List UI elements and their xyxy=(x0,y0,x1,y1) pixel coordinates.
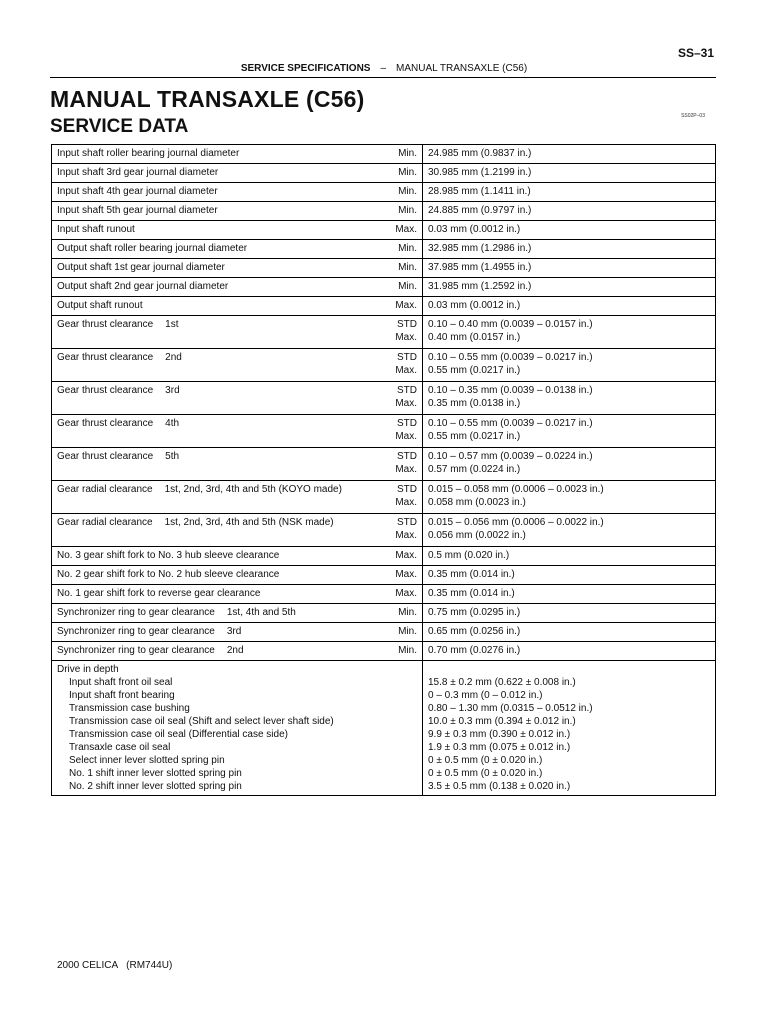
spec-value: 0.5 mm (0.020 in.) xyxy=(428,550,510,561)
page-footer xyxy=(57,960,172,971)
spec-limit-label: Min. xyxy=(398,262,417,273)
drive-in-depth-item-value: 0 ± 0.5 mm (0 ± 0.020 in.) xyxy=(428,768,543,779)
spec-row xyxy=(52,415,716,448)
spec-item-label: Synchronizer ring to gear clearance xyxy=(57,626,215,637)
spec-row xyxy=(52,164,716,183)
spec-item-sublabel: 1st xyxy=(165,319,179,330)
spec-value: 0.015 – 0.058 mm (0.0006 – 0.0023 in.) xyxy=(428,484,604,495)
spec-value-cell xyxy=(423,221,716,240)
spec-item-label: Gear thrust clearance xyxy=(57,385,154,396)
spec-value: 0.55 mm (0.0217 in.) xyxy=(428,431,521,442)
spec-limit-cell xyxy=(373,547,423,566)
spec-value: 0.65 mm (0.0256 in.) xyxy=(428,626,521,637)
spec-limit-label: Min. xyxy=(398,243,417,254)
spec-item-sublabel: 5th xyxy=(165,451,180,462)
spec-limit-cell xyxy=(373,183,423,202)
running-header-chapter: MANUAL TRANSAXLE (C56) xyxy=(396,63,528,74)
spec-value: 0.10 – 0.55 mm (0.0039 – 0.0217 in.) xyxy=(428,418,593,429)
spec-item-sublabel: 1st, 2nd, 3rd, 4th and 5th (NSK made) xyxy=(164,517,334,528)
spec-value: 0.35 mm (0.0138 in.) xyxy=(428,398,521,409)
drive-in-depth-item-label: Transaxle case oil seal xyxy=(69,742,171,753)
spec-row xyxy=(52,221,716,240)
spec-value-cell xyxy=(423,349,716,382)
spec-row xyxy=(52,604,716,623)
spec-value: 0.10 – 0.55 mm (0.0039 – 0.0217 in.) xyxy=(428,352,593,363)
spec-limit-cell xyxy=(373,566,423,585)
spec-item-label: Gear radial clearance xyxy=(57,484,153,495)
spec-value: 32.985 mm (1.2986 in.) xyxy=(428,243,532,254)
spec-limit-cell xyxy=(373,415,423,448)
header-divider xyxy=(50,77,716,78)
spec-item-cell xyxy=(52,585,374,604)
spec-limit-label: STD xyxy=(397,451,417,462)
spec-value-cell xyxy=(423,448,716,481)
spec-row xyxy=(52,259,716,278)
spec-row xyxy=(52,145,716,164)
page-title: MANUAL TRANSAXLE (C56) xyxy=(50,86,365,112)
drive-in-depth-item-label: Select inner lever slotted spring pin xyxy=(69,755,225,766)
drive-in-depth-item-value: 0 ± 0.5 mm (0 ± 0.020 in.) xyxy=(428,755,543,766)
spec-limit-label: Max. xyxy=(395,497,417,508)
spec-item-label: No. 2 gear shift fork to No. 2 hub sleeve clearance xyxy=(57,569,280,580)
spec-item-cell xyxy=(52,448,374,481)
spec-limit-label: Min. xyxy=(398,645,417,656)
spec-value: 0.57 mm (0.0224 in.) xyxy=(428,464,521,475)
spec-row xyxy=(52,349,716,382)
running-header xyxy=(0,63,768,74)
spec-item-label: Gear thrust clearance xyxy=(57,451,154,462)
spec-limit-label: Min. xyxy=(398,148,417,159)
spec-item-label: Gear thrust clearance xyxy=(57,319,154,330)
drive-in-depth-items-cell xyxy=(52,661,374,796)
spec-value-cell xyxy=(423,240,716,259)
spec-item-cell xyxy=(52,415,374,448)
spec-row xyxy=(52,202,716,221)
spec-item-cell xyxy=(52,221,374,240)
footer-manual-code: (RM744U) xyxy=(126,960,173,971)
spec-value-cell xyxy=(423,202,716,221)
spec-limit-cell xyxy=(373,202,423,221)
spec-limit-cell xyxy=(373,316,423,349)
drive-in-depth-item-label: No. 2 shift inner lever slotted spring pin xyxy=(69,781,242,792)
drive-in-depth-item-label: No. 1 shift inner lever slotted spring pin xyxy=(69,768,242,779)
running-header-dash: – xyxy=(380,63,387,74)
spec-item-label: Output shaft runout xyxy=(57,300,143,311)
spec-row xyxy=(52,642,716,661)
spec-item-cell xyxy=(52,259,374,278)
drive-in-depth-item-value: 1.9 ± 0.3 mm (0.075 ± 0.012 in.) xyxy=(428,742,571,753)
drive-in-depth-heading: Drive in depth xyxy=(57,664,119,675)
spec-value: 37.985 mm (1.4955 in.) xyxy=(428,262,532,273)
spec-item-label: Gear thrust clearance xyxy=(57,352,154,363)
spec-item-label: Output shaft roller bearing journal diameter xyxy=(57,243,248,254)
spec-value: 0.03 mm (0.0012 in.) xyxy=(428,224,521,235)
spec-item-sublabel: 3rd xyxy=(226,626,242,637)
spec-value-cell xyxy=(423,382,716,415)
spec-limit-label: STD xyxy=(397,517,417,528)
spec-limit-label: STD xyxy=(397,484,417,495)
spec-limit-label: STD xyxy=(397,352,417,363)
spec-limit-cell xyxy=(373,642,423,661)
drive-in-depth-item-value: 0.80 – 1.30 mm (0.0315 – 0.0512 in.) xyxy=(428,703,593,714)
spec-item-label: No. 3 gear shift fork to No. 3 hub sleeve clearance xyxy=(57,550,280,561)
service-data-table xyxy=(51,144,716,796)
drive-in-depth-item-label: Input shaft front bearing xyxy=(69,690,175,701)
spec-limit-cell xyxy=(373,145,423,164)
spec-item-label: Input shaft 3rd gear journal diameter xyxy=(57,167,219,178)
spec-value: 24.885 mm (0.9797 in.) xyxy=(428,205,532,216)
drive-in-depth-item-label: Transmission case bushing xyxy=(69,703,190,714)
drive-in-depth-limit-cell xyxy=(373,661,423,796)
spec-value: 0.10 – 0.40 mm (0.0039 – 0.0157 in.) xyxy=(428,319,593,330)
spec-row xyxy=(52,183,716,202)
spec-value-cell xyxy=(423,514,716,547)
spec-limit-cell xyxy=(373,297,423,316)
spec-value: 0.55 mm (0.0217 in.) xyxy=(428,365,521,376)
spec-value: 0.75 mm (0.0295 in.) xyxy=(428,607,521,618)
spec-limit-cell xyxy=(373,481,423,514)
spec-value-cell xyxy=(423,278,716,297)
spec-item-cell xyxy=(52,604,374,623)
spec-item-cell xyxy=(52,514,374,547)
spec-limit-cell xyxy=(373,382,423,415)
spec-row xyxy=(52,481,716,514)
spec-item-cell xyxy=(52,566,374,585)
spec-item-cell xyxy=(52,623,374,642)
spec-value-cell xyxy=(423,297,716,316)
spec-item-cell xyxy=(52,349,374,382)
spec-item-label: Output shaft 2nd gear journal diameter xyxy=(57,281,229,292)
spec-item-cell xyxy=(52,547,374,566)
spec-value-cell xyxy=(423,183,716,202)
spec-limit-label: Min. xyxy=(398,607,417,618)
spec-limit-label: Min. xyxy=(398,205,417,216)
spec-value: 0.35 mm (0.014 in.) xyxy=(428,569,515,580)
document-code: SS02P–03 xyxy=(681,113,705,119)
spec-row xyxy=(52,623,716,642)
drive-in-depth-row xyxy=(52,661,716,796)
spec-item-cell xyxy=(52,382,374,415)
spec-limit-label: Max. xyxy=(395,550,417,561)
spec-limit-cell xyxy=(373,349,423,382)
spec-limit-cell xyxy=(373,448,423,481)
spec-limit-label: Max. xyxy=(395,464,417,475)
drive-in-depth-item-value: 15.8 ± 0.2 mm (0.622 ± 0.008 in.) xyxy=(428,677,576,688)
spec-item-label: Input shaft roller bearing journal diameter xyxy=(57,148,240,159)
drive-in-depth-item-value: 9.9 ± 0.3 mm (0.390 ± 0.012 in.) xyxy=(428,729,571,740)
spec-value: 24.985 mm (0.9837 in.) xyxy=(428,148,532,159)
spec-row xyxy=(52,448,716,481)
spec-value-cell xyxy=(423,566,716,585)
spec-item-cell xyxy=(52,202,374,221)
spec-item-cell xyxy=(52,481,374,514)
page-number: SS–31 xyxy=(677,46,714,60)
spec-row xyxy=(52,514,716,547)
spec-value-cell xyxy=(423,316,716,349)
drive-in-depth-values xyxy=(428,676,711,793)
spec-limit-cell xyxy=(373,221,423,240)
drive-in-depth-item-label: Transmission case oil seal (Differential case side) xyxy=(69,729,288,740)
drive-in-depth-item-label: Input shaft front oil seal xyxy=(69,677,173,688)
spec-item-cell xyxy=(52,183,374,202)
spec-item-label: Gear radial clearance xyxy=(57,517,153,528)
drive-in-depth-labels xyxy=(57,676,369,793)
spec-row xyxy=(52,382,716,415)
spec-item-sublabel: 2nd xyxy=(226,645,244,656)
spec-limit-cell xyxy=(373,585,423,604)
spec-value-cell xyxy=(423,642,716,661)
spec-limit-label: Min. xyxy=(398,186,417,197)
spec-item-sublabel: 1st, 2nd, 3rd, 4th and 5th (KOYO made) xyxy=(164,484,342,495)
drive-in-depth-item-value: 0 – 0.3 mm (0 – 0.012 in.) xyxy=(428,690,543,701)
spec-row xyxy=(52,278,716,297)
spec-item-sublabel: 4th xyxy=(165,418,180,429)
spec-limit-label: Max. xyxy=(395,300,417,311)
spec-limit-label: Max. xyxy=(395,332,417,343)
spec-limit-label: Min. xyxy=(398,281,417,292)
spec-limit-label: Min. xyxy=(398,626,417,637)
spec-limit-label: Max. xyxy=(395,569,417,580)
spec-value-cell xyxy=(423,604,716,623)
footer-model: 2000 CELICA xyxy=(57,960,119,971)
spec-limit-label: Max. xyxy=(395,530,417,541)
spec-row xyxy=(52,297,716,316)
spec-item-label: Synchronizer ring to gear clearance xyxy=(57,607,215,618)
spec-value-cell xyxy=(423,415,716,448)
spec-value: 0.056 mm (0.0022 in.) xyxy=(428,530,526,541)
spec-value-cell xyxy=(423,259,716,278)
spec-item-label: Input shaft 5th gear journal diameter xyxy=(57,205,218,216)
spec-limit-label: STD xyxy=(397,418,417,429)
spec-value-cell xyxy=(423,585,716,604)
spec-item-sublabel: 1st, 4th and 5th xyxy=(226,607,296,618)
drive-in-depth-values-cell xyxy=(423,661,716,796)
spec-value-cell xyxy=(423,623,716,642)
spec-limit-cell xyxy=(373,604,423,623)
spec-value: 28.985 mm (1.1411 in.) xyxy=(428,186,531,197)
spec-limit-label: STD xyxy=(397,385,417,396)
spec-limit-cell xyxy=(373,514,423,547)
drive-in-depth-item-label: Transmission case oil seal (Shift and select lever shaft side) xyxy=(69,716,334,727)
section-title: SERVICE DATA xyxy=(50,116,189,137)
spec-value: 0.35 mm (0.014 in.) xyxy=(428,588,515,599)
spec-value-cell xyxy=(423,145,716,164)
spec-limit-label: Max. xyxy=(395,431,417,442)
spec-value: 31.985 mm (1.2592 in.) xyxy=(428,281,532,292)
running-header-section: SERVICE SPECIFICATIONS xyxy=(240,63,371,74)
spec-value: 0.015 – 0.056 mm (0.0006 – 0.0022 in.) xyxy=(428,517,604,528)
spec-value: 0.10 – 0.57 mm (0.0039 – 0.0224 in.) xyxy=(428,451,593,462)
spec-value: 0.03 mm (0.0012 in.) xyxy=(428,300,521,311)
service-data-table-body xyxy=(52,145,716,796)
spec-item-label: Input shaft runout xyxy=(57,224,135,235)
spec-limit-label: Min. xyxy=(398,167,417,178)
spec-limit-label: Max. xyxy=(395,588,417,599)
spec-value: 0.40 mm (0.0157 in.) xyxy=(428,332,521,343)
spec-value: 30.985 mm (1.2199 in.) xyxy=(428,167,532,178)
spec-value: 0.058 mm (0.0023 in.) xyxy=(428,497,526,508)
spec-item-label: No. 1 gear shift fork to reverse gear clearance xyxy=(57,588,261,599)
spec-limit-label: Max. xyxy=(395,224,417,235)
spec-row xyxy=(52,240,716,259)
spec-limit-cell xyxy=(373,259,423,278)
spec-limit-cell xyxy=(373,623,423,642)
spec-item-cell xyxy=(52,278,374,297)
spec-item-label: Output shaft 1st gear journal diameter xyxy=(57,262,225,273)
spec-limit-cell xyxy=(373,240,423,259)
spec-limit-label: Max. xyxy=(395,365,417,376)
spec-limit-label: Max. xyxy=(395,398,417,409)
spec-limit-label: STD xyxy=(397,319,417,330)
spec-item-label: Gear thrust clearance xyxy=(57,418,154,429)
spec-row xyxy=(52,585,716,604)
drive-in-depth-item-value: 3.5 ± 0.5 mm (0.138 ± 0.020 in.) xyxy=(428,781,571,792)
spec-item-label: Input shaft 4th gear journal diameter xyxy=(57,186,218,197)
spec-limit-cell xyxy=(373,278,423,297)
spec-item-label: Synchronizer ring to gear clearance xyxy=(57,645,215,656)
spec-item-cell xyxy=(52,145,374,164)
spec-item-sublabel: 2nd xyxy=(165,352,182,363)
spec-item-cell xyxy=(52,297,374,316)
spec-value-cell xyxy=(423,547,716,566)
spec-limit-cell xyxy=(373,164,423,183)
spec-item-cell xyxy=(52,316,374,349)
spec-row xyxy=(52,547,716,566)
drive-in-depth-item-value: 10.0 ± 0.3 mm (0.394 ± 0.012 in.) xyxy=(428,716,576,727)
spec-value: 0.70 mm (0.0276 in.) xyxy=(428,645,521,656)
spec-item-cell xyxy=(52,642,374,661)
spec-item-cell xyxy=(52,164,374,183)
spec-value: 0.10 – 0.35 mm (0.0039 – 0.0138 in.) xyxy=(428,385,593,396)
spec-value-cell xyxy=(423,481,716,514)
spec-row xyxy=(52,566,716,585)
spec-item-cell xyxy=(52,240,374,259)
spec-item-sublabel: 3rd xyxy=(165,385,180,396)
spec-row xyxy=(52,316,716,349)
spec-value-cell xyxy=(423,164,716,183)
